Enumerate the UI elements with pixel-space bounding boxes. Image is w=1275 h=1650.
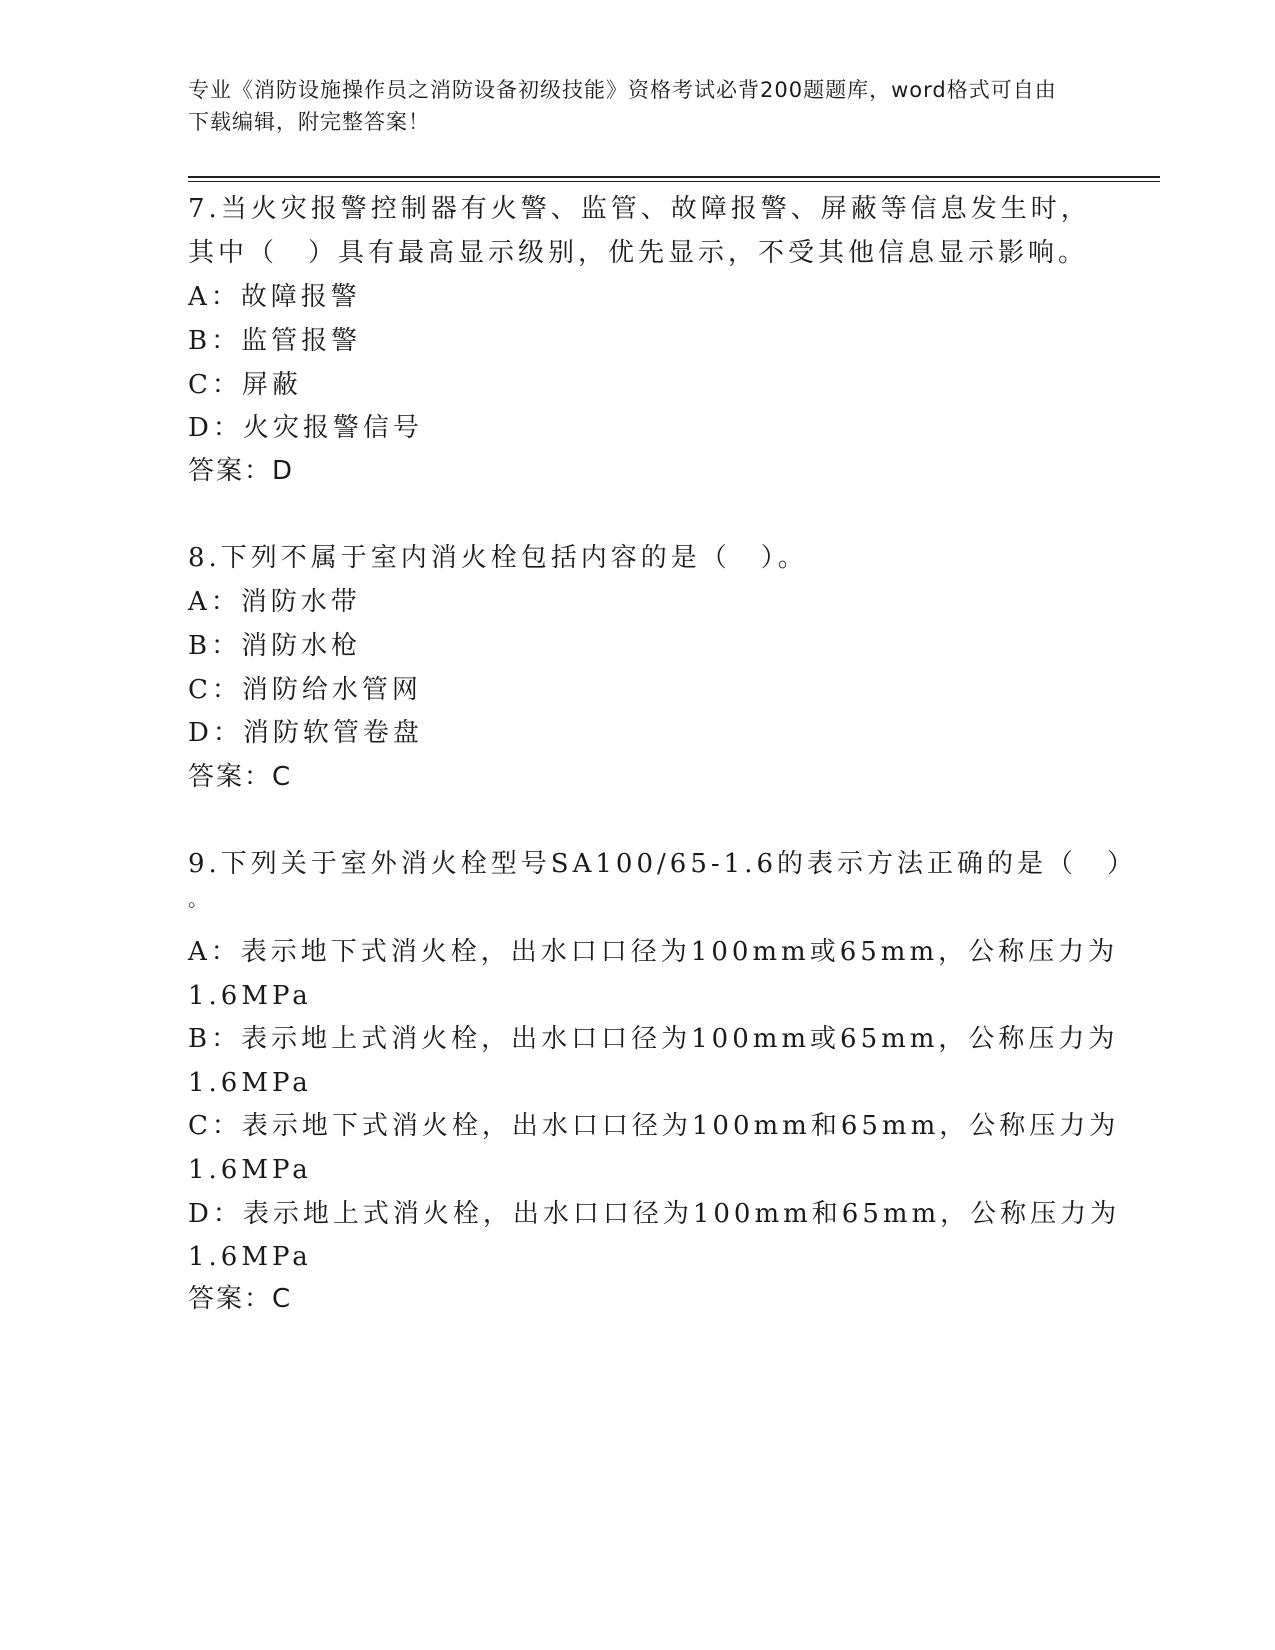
q8-option-b: B：消防水枪 bbox=[188, 631, 362, 661]
q7-option-a: A：故障报警 bbox=[188, 282, 361, 312]
q9-option-a-line2: 1.6MPa bbox=[188, 981, 312, 1011]
q9-option-a-line1: A：表示地下式消火栓，出水口口径为100mm或65mm，公称压力为 bbox=[188, 937, 1119, 967]
q7-stem-line1: 7.当火灾报警控制器有火警、监管、故障报警、屏蔽等信息发生时， bbox=[188, 194, 1091, 224]
q9-stem: 9.下列关于室外消火栓型号SA100/65-1.6的表示方法正确的是（ ） bbox=[188, 849, 1137, 879]
q9-option-d-line1: D：表示地上式消火栓，出水口口径为100mm和65mm，公称压力为 bbox=[188, 1199, 1121, 1229]
q8-stem: 8.下列不属于室内消火栓包括内容的是（ ）。 bbox=[188, 543, 808, 573]
q9-stem-tail: 。 bbox=[188, 887, 208, 911]
q9-option-c-line2: 1.6MPa bbox=[188, 1155, 312, 1185]
q8-option-d: D：消防软管卷盘 bbox=[188, 718, 423, 748]
q7-option-b: B：监管报警 bbox=[188, 326, 362, 356]
header-divider bbox=[188, 176, 1160, 178]
q8-answer: 答案：C bbox=[188, 762, 293, 792]
document-header: 专业《消防设施操作员之消防设备初级技能》资格考试必背200题题库，word格式可自由下载编辑，附完整答案！ bbox=[188, 78, 1057, 134]
q9-option-b-line1: B：表示地上式消火栓，出水口口径为100mm或65mm，公称压力为 bbox=[188, 1024, 1119, 1054]
q8-option-c: C：消防给水管网 bbox=[188, 675, 422, 705]
q8-option-a: A：消防水带 bbox=[188, 587, 361, 617]
q7-option-d: D：火灾报警信号 bbox=[188, 413, 423, 443]
q9-answer: 答案：C bbox=[188, 1284, 293, 1314]
q7-stem-line2: 其中（ ）具有最高显示级别，优先显示，不受其他信息显示影响。 bbox=[188, 238, 1089, 268]
header-divider-thin bbox=[188, 181, 1160, 182]
q9-option-c-line1: C：表示地下式消火栓，出水口口径为100mm和65mm，公称压力为 bbox=[188, 1111, 1120, 1141]
q9-option-d-line2: 1.6MPa bbox=[188, 1242, 312, 1272]
q7-answer: 答案：D bbox=[188, 456, 295, 486]
q9-option-b-line2: 1.6MPa bbox=[188, 1068, 312, 1098]
q7-option-c: C：屏蔽 bbox=[188, 370, 302, 400]
